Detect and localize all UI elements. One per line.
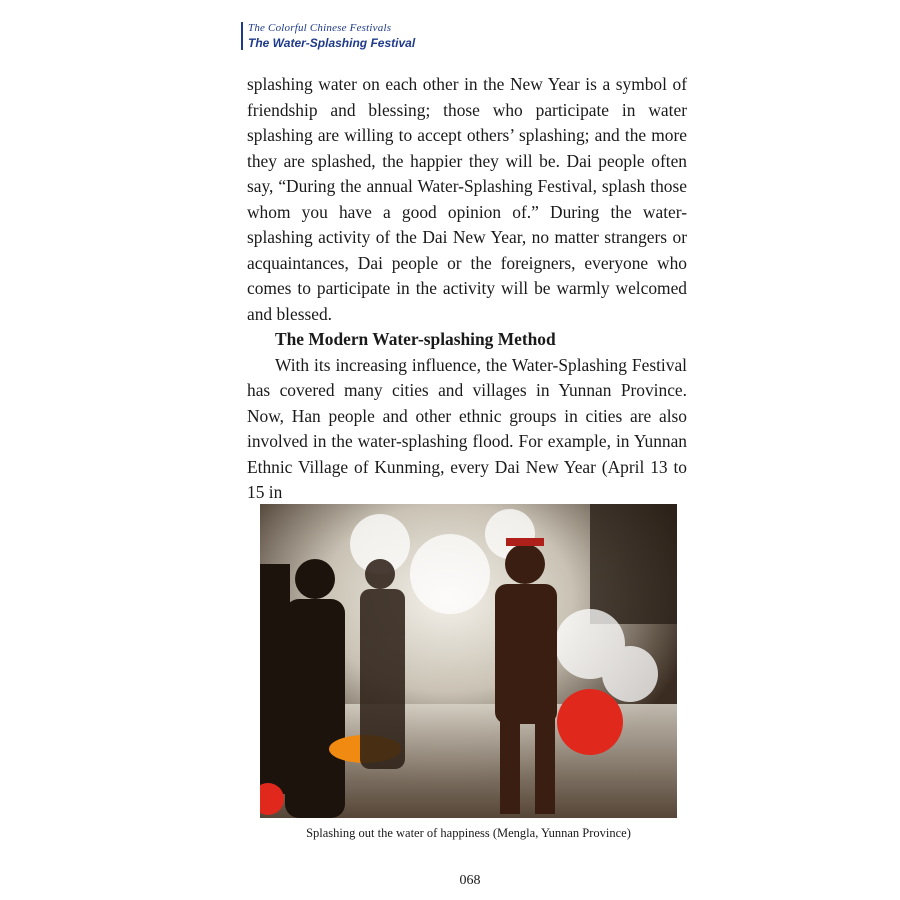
body-text [247,72,687,506]
red-headband [506,538,544,546]
chapter-title: The Water-Splashing Festival [248,36,416,50]
figure-middle [360,559,405,769]
festival-photo-illustration [260,504,677,818]
series-title: The Colorful Chinese Festivals [248,22,392,34]
section-subheading: The Modern Water-splashing Method [275,329,556,349]
photo-dark-right [590,504,677,624]
festival-photo [260,504,677,818]
paragraph-1: splashing water on each other in the New Year is a symbol of friendship and blessing; those who participate in water splashing are willing to accept others’ splashing; and the more they are splashed, the happier they will be. Dai people often say, “During the annual Water-Splashing Festival, splash those whom you have a good opinion of.” During the water-splashing activity of the Dai New Year, no matter strangers or acquaintances, Dai people or the foreigners, everyone who comes to participate in the activity will be warmly welcomed and blessed. [247,74,687,324]
photo-caption: Splashing out the water of happiness (Mengla, Yunnan Province) [306,826,631,840]
paragraph-2: With its increasing influence, the Water-Splashing Festival has covered many cities and villages in Yunnan Province. Now, Han people and other ethnic groups in cities are also involved in the water-splashing flood. For example, in Yunnan Ethnic Village of Kunming, every Dai New Year (April 13 to 15 in [247,354,687,502]
page-number: 068 [459,873,481,888]
basin-red [557,689,623,755]
header-rule [241,22,243,50]
